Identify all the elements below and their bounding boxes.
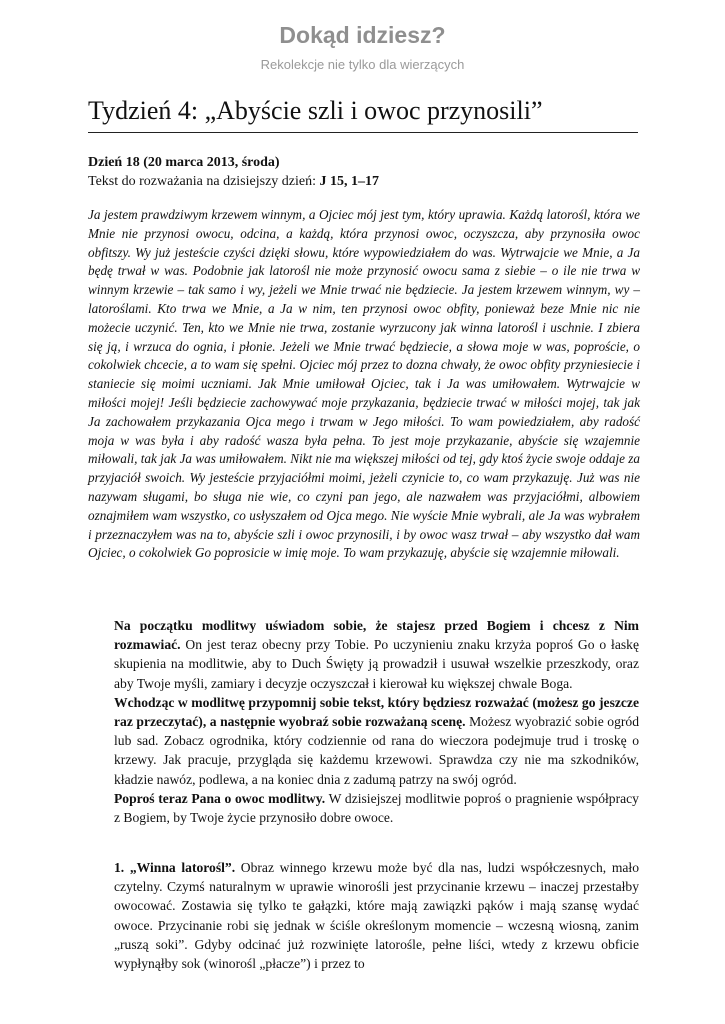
point-body: Obraz winnego krzewu może być dla nas, ludzi współczesnych, mało czytelny. Czymś naturalnym w uprawie winorośli jest przycinanie krzewu – inaczej przestałby owocować. Zostawia się tylko te gałązki, które mają zawiązki pąków i mają szansę wydać owoce. Przycinanie robi się jednak w ściśle określonym momencie – wczesną wiosną, zanim „ruszą soki”. Gdyby odcinać już rozwinięte latorośle, pełne liści, wtedy z krzewu obficie wypłynąłby sok (winorośl „płacze”) i przez to (114, 860, 639, 972)
header-subtitle: Rekolekcje nie tylko dla wierzących (260, 57, 465, 72)
instruction-lead: Na początku modlitwy uświadom sobie, że stajesz przed Bogiem i chcesz z Nim rozmawiać. (114, 618, 639, 653)
scripture-passage: Ja jestem prawdziwym krzewem winnym, a Ojciec mój jest tym, który uprawia. Każdą latorośl, która we Mnie nie przynosi owocu, odcina, a każdą, która przynosi owoc, oczyszcza, aby przynosiła owoc obfitszy. Wy już jesteście czyści dzięki słowu, które wypowiedziałem do was. Wytrwajcie we Mnie, a Ja będę trwał w was. Podobnie jak latorośl nie może przynosić owocu sama z siebie – o ile nie trwa w winnym krzewie – tak samo i wy, jeżeli we Mnie trwać nie będziecie. Ja jestem krzewem winnym, wy – latoroślami. Kto trwa we Mnie, a Ja w nim, ten przynosi owoc obfity, ponieważ beze Mnie nic nie możecie uczynić. Ten, kto we Mnie nie trwa, zostanie wyrzucony jak winna latorośl i uschnie. I zbiera się ją, i wrzuca do ognia, i płonie. Jeżeli we Mnie trwać będziecie, a słowa moje w was, poproście, o cokolwiek chcecie, a to wam się spełni. Ojciec mój przez to dozna chwały, że owoc obfity przyniesiecie i staniecie się moimi uczniami. Jak Mnie umiłował Ojciec, tak i Ja was umiłowałem. Wytrwajcie w miłości mojej! Jeśli będziecie zachowywać moje przykazania, będziecie trwać w miłości mojej, tak jak Ja zachowałem przykazania Ojca mego i trwam w Jego miłości. To wam powiedziałem, aby radość moja w was była i aby radość wasza była pełna. To jest moje przykazanie, abyście się wzajemnie miłowali, tak jak Ja was umiłowałem. Nikt nie ma większej miłości od tej, gdy ktoś życie swoje oddaje za przyjaciół swoich. Wy jesteście przyjaciółmi moimi, jeżeli czynicie to, co wam przykazuję. Już was nie nazywam sługami, bo sługa nie wie, co czyni pan jego, ale nazwałem was przyjaciółmi, albowiem oznajmiłem wam wszystko, co usłyszałem od Ojca mego. Nie wyście Mnie wybrali, ale Ja was wybrałem i przeznaczyłem was na to, abyście szli i owoc przynosili, i by owoc wasz trwał – aby wszystko dał wam Ojciec, o cokolwiek Go poprosicie w imię moje. To wam przykazuję, abyście się wzajemnie miłowali. (88, 207, 640, 561)
title-rule (88, 132, 638, 133)
point-title: „Winna latorośl”. (129, 860, 236, 875)
instruction-paragraph (114, 693, 639, 789)
instruction-paragraph (114, 616, 639, 693)
instruction-lead: Poproś teraz Pana o owoc modlitwy. (114, 790, 326, 806)
instruction-paragraph (114, 789, 639, 827)
header-title: Dokąd idziesz? (279, 22, 446, 48)
week-title: Tydzień 4: „Abyście szli i owoc przynosili” (88, 96, 543, 125)
point-paragraph (114, 858, 639, 973)
reading-reference (88, 174, 379, 190)
instruction-body: W dzisiejszej modlitwie poproś o pragnienie współpracy z Bogiem, by Twoje życie przynosiło dobre owoce. (114, 790, 639, 826)
instruction-body: Możesz wyobrazić sobie ogród lub sad. Zobacz ogrodnika, który codziennie od rana do wieczora podejmuje trud i troskę o krzewy. Jak pracuje, przygląda się każdemu krzewowi. Sprawdza czy nie ma szkodników, kładzie nawóz, podlewa, a na koniec dnia z zadumą patrzy na swój ogród. (114, 714, 640, 787)
prayer-instructions (114, 616, 639, 827)
day-heading: Dzień 18 (20 marca 2013, środa) (88, 155, 280, 170)
instruction-lead: Wchodząc w modlitwę przypomnij sobie tekst, który będziesz rozważać (możesz go jeszcze raz przeczytać), a następnie wyobraź sobie rozważaną scenę. (114, 694, 639, 730)
point-number: 1. (114, 860, 125, 875)
meditation-point (114, 858, 639, 973)
instruction-body: On jest teraz obecny przy Tobie. Po uczynieniu znaku krzyża poproś Go o łaskę skupienia na modlitwie, aby to Duch Święty ją prowadził i usuwał wszelkie przeszkody, oraz aby Twoje myśli, zamiary i decyzje oczyszczał i kierował ku większej chwale Boga. (114, 637, 639, 691)
reading-prefix: Tekst do rozważania na dzisiejszy dzień: (88, 174, 320, 189)
reading-ref: J 15, 1–17 (319, 174, 379, 189)
